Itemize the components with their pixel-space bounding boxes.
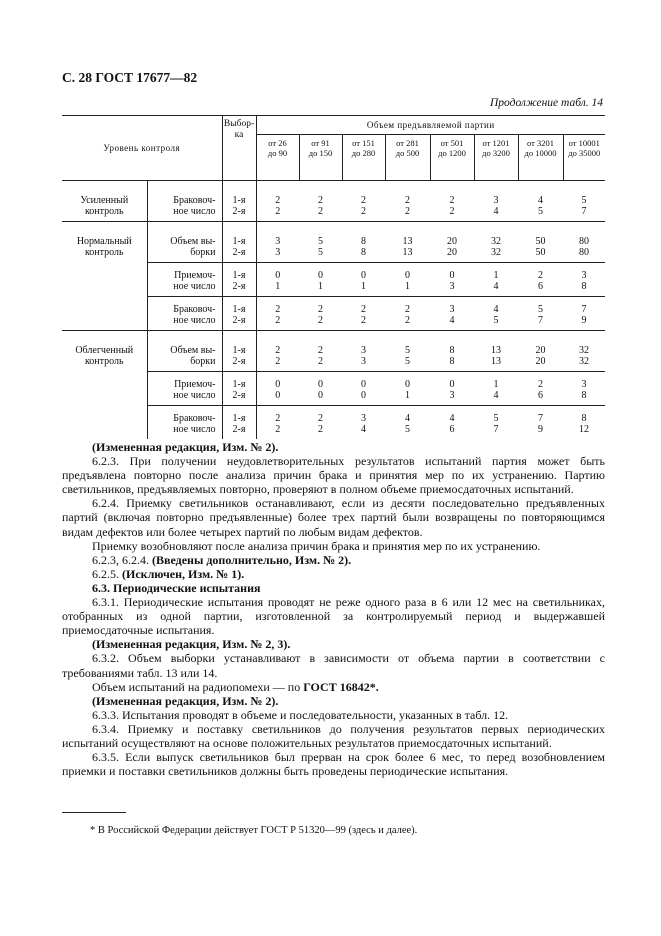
header-range-6 [474, 135, 518, 181]
value-text: 3 8 [581, 270, 587, 292]
sample-stage-cell [222, 331, 256, 372]
amendment-note-2: (Измененная редакция, Изм. № 2, 3). [92, 637, 291, 652]
radio-interference-paragraph [62, 680, 605, 694]
header-range-7 [518, 135, 563, 181]
value-text: 2 2 [318, 304, 324, 326]
clause-6-3-5: 6.3.5. Если выпуск светильников был прерван на срок более 6 мес, то перед возобновлением приемки и поставки светильников должны быть проведены периодические испытания. [62, 750, 605, 779]
value-text: 0 1 [405, 270, 411, 292]
clause-6-2-4: 6.2.4. Приемку светильников останавливают, если из десяти последовательно предъявленных партий (включая повторно предъявленные) более трех партий были возвращены по повторяющимся видам дефектов или более четырех партий по любым видам дефектов. [62, 496, 605, 539]
value-text: 0 0 [318, 379, 324, 401]
value-text: 7 9 [581, 304, 587, 326]
sample-stage-cell [222, 222, 256, 263]
clause-6-2-5-note: (Исключен, Изм. № 1). [122, 566, 245, 581]
sample-stage-cell [222, 406, 256, 440]
value-cell [563, 406, 605, 440]
value-text: 0 1 [275, 270, 281, 292]
value-text: 4 5 [405, 413, 411, 435]
introduced-clause-numbers: 6.2.3, 6.2.4. [92, 552, 149, 567]
criterion-label: Приемоч- ное число [173, 270, 216, 292]
criterion-label: Объем вы- борки [170, 345, 216, 367]
criterion-label: Браковоч- ное число [173, 195, 216, 217]
value-text: 2 2 [275, 345, 281, 367]
clause-6-3-4: 6.3.4. Приемку и поставку светильников до получения результатов первых периодических испытаний осуществляют на основе положительных результатов приемосдаточных испытаний. [62, 721, 605, 750]
value-text: 3 8 [581, 379, 587, 401]
value-cell [474, 263, 518, 297]
value-text: 13 13 [402, 236, 413, 258]
control-level-cell [62, 222, 147, 331]
header-range-text: от 281 до 500 [395, 138, 420, 158]
table-continuation-label: Продолжение табл. 14 [490, 97, 603, 109]
value-cell [342, 297, 385, 331]
value-cell [474, 181, 518, 222]
value-cell [256, 181, 299, 222]
sample-stage-label: 1-я 2-я [232, 195, 246, 217]
value-cell [342, 263, 385, 297]
sample-stage-label: 1-я 2-я [232, 345, 246, 367]
acceptance-table [62, 115, 605, 439]
value-text: 4 5 [538, 195, 544, 217]
criterion-label: Приемоч- ное число [173, 379, 216, 401]
resumption-paragraph: Приемку возобновляют после анализа причин брака и принятия мер по их устранению. [92, 538, 541, 553]
value-cell [430, 331, 474, 372]
criterion-cell [147, 297, 222, 331]
value-cell [385, 331, 430, 372]
value-cell [385, 297, 430, 331]
header-range-text: от 1201 до 3200 [482, 138, 510, 158]
value-cell [385, 406, 430, 440]
value-text: 1 4 [493, 270, 499, 292]
criterion-cell [147, 331, 222, 372]
value-cell [342, 222, 385, 263]
value-cell [299, 297, 342, 331]
value-text: 2 2 [361, 304, 367, 326]
value-cell [385, 263, 430, 297]
criterion-label: Объем вы- борки [170, 236, 216, 258]
clause-6-3-1: 6.3.1. Периодические испытания проводят не реже одного раза в 6 или 12 мес на светильниках, отобранных из одной партии, изготовленной за контролируемый период и выдержавшей приемосдаточные испытания. [62, 595, 605, 638]
criterion-cell [147, 406, 222, 440]
value-cell [563, 181, 605, 222]
value-cell [430, 181, 474, 222]
control-level-cell [62, 331, 147, 440]
value-cell [299, 331, 342, 372]
value-text: 3 4 [449, 304, 455, 326]
value-text: 2 6 [538, 379, 544, 401]
sample-stage-cell [222, 263, 256, 297]
value-cell [474, 297, 518, 331]
clause-6-2-5-number: 6.2.5. [92, 566, 119, 581]
value-text: 2 2 [318, 345, 324, 367]
value-text: 2 2 [318, 195, 324, 217]
sample-stage-label: 1-я 2-я [232, 304, 246, 326]
value-text: 8 8 [361, 236, 367, 258]
header-range-5 [430, 135, 474, 181]
value-text: 20 20 [535, 345, 546, 367]
value-cell [385, 181, 430, 222]
sample-stage-label: 1-я 2-я [232, 413, 246, 435]
value-cell [518, 372, 563, 406]
value-text: 0 0 [361, 379, 367, 401]
header-range-2 [299, 135, 342, 181]
value-text: 7 9 [538, 413, 544, 435]
value-text: 4 5 [493, 304, 499, 326]
header-range-text: от 91 до 150 [308, 138, 333, 158]
value-cell [430, 263, 474, 297]
value-cell [256, 222, 299, 263]
table-row [62, 222, 605, 263]
table-row [62, 331, 605, 372]
criterion-cell [147, 372, 222, 406]
value-cell [342, 372, 385, 406]
value-cell [474, 222, 518, 263]
footnote: * В Российской Федерации действует ГОСТ Р 51320—99 (здесь и далее). [90, 825, 418, 836]
value-cell [256, 406, 299, 440]
introduced-paragraph [62, 553, 605, 567]
sample-stage-label: 1-я 2-я [232, 236, 246, 258]
amendment-note-3: (Измененная редакция, Изм. № 2). [92, 693, 279, 708]
value-text: 2 2 [275, 195, 281, 217]
control-level-label: Облегченный контроль [75, 345, 134, 367]
value-text: 5 5 [318, 236, 324, 258]
value-text: 3 4 [493, 195, 499, 217]
page-reference: С. 28 ГОСТ 17677—82 [62, 70, 198, 85]
sample-stage-cell [222, 181, 256, 222]
value-cell [518, 406, 563, 440]
introduced-note: (Введены дополнительно, Изм. № 2). [152, 552, 352, 567]
value-text: 5 7 [493, 413, 499, 435]
value-cell [299, 181, 342, 222]
sample-stage-label: 1-я 2-я [232, 270, 246, 292]
value-text: 8 8 [449, 345, 455, 367]
clause-6-3-3: 6.3.3. Испытания проводят в объеме и последовательности, указанных в табл. 12. [92, 707, 509, 722]
value-cell [299, 372, 342, 406]
value-text: 0 1 [405, 379, 411, 401]
control-level-label: Нормальный контроль [76, 236, 132, 258]
value-text: 2 2 [275, 304, 281, 326]
value-text: 5 5 [405, 345, 411, 367]
value-cell [518, 297, 563, 331]
header-range-text: от 10001 до 35000 [568, 138, 601, 158]
body-text [62, 440, 605, 778]
clause-6-3-2: 6.3.2. Объем выборки устанавливают в зависимости от объема партии в соответствии с требованиями табл. 13 или 14. [62, 651, 605, 680]
value-cell [299, 406, 342, 440]
value-cell [299, 222, 342, 263]
value-text: 2 2 [275, 413, 281, 435]
value-cell [256, 297, 299, 331]
criterion-label: Браковоч- ное число [173, 304, 216, 326]
criterion-cell [147, 263, 222, 297]
header-range-text: от 26 до 90 [267, 138, 288, 158]
clause-6-2-3: 6.2.3. При получении неудовлетворительных результатов испытаний партия может быть предъявлена повторно после анализа причин брака и принятия мер по их устранению. Партию светильников, предъявляемых повторно, проверяют в полном объеме приемосдаточных испытаний. [62, 454, 605, 497]
value-cell [342, 331, 385, 372]
header-control-level: Уровень контроля [62, 116, 222, 181]
header-range-3 [342, 135, 385, 181]
value-cell [256, 372, 299, 406]
value-cell [518, 181, 563, 222]
value-text: 2 2 [361, 195, 367, 217]
amendment-note: (Измененная редакция, Изм. № 2). [92, 440, 279, 454]
value-text: 13 13 [491, 345, 502, 367]
header-lot-volume: Объем предъявляемой партии [256, 116, 605, 135]
value-text: 4 6 [449, 413, 455, 435]
value-text: 5 7 [581, 195, 587, 217]
sample-stage-cell [222, 372, 256, 406]
value-cell [474, 372, 518, 406]
value-text: 32 32 [579, 345, 590, 367]
clause-6-2-5 [62, 567, 605, 581]
value-cell [563, 372, 605, 406]
value-cell [563, 331, 605, 372]
gost-reference: ГОСТ 16842*. [303, 679, 379, 694]
value-text: 1 4 [493, 379, 499, 401]
value-text: 2 2 [405, 195, 411, 217]
value-text: 3 3 [275, 236, 281, 258]
header-range-text: от 501 до 1200 [438, 138, 466, 158]
header-range-text: от 151 до 280 [351, 138, 376, 158]
value-cell [299, 263, 342, 297]
header-range-1 [256, 135, 299, 181]
header-sample [222, 116, 256, 181]
header-range-text: от 3201 до 10000 [524, 138, 557, 158]
value-cell [518, 331, 563, 372]
sample-stage-cell [222, 297, 256, 331]
header-range-4 [385, 135, 430, 181]
value-cell [256, 263, 299, 297]
value-text: 8 12 [579, 413, 590, 435]
value-cell [385, 222, 430, 263]
value-text: 3 3 [361, 345, 367, 367]
control-level-label: Усиленный контроль [80, 195, 129, 217]
footnote-divider [62, 812, 126, 813]
value-text: 0 3 [449, 379, 455, 401]
radio-interference-text: Объем испытаний на радиопомехи — по [92, 679, 301, 694]
header-sample-text: Выбор- ка [223, 119, 255, 140]
value-text: 5 7 [538, 304, 544, 326]
criterion-cell [147, 181, 222, 222]
section-heading-6-3: 6.3. Периодические испытания [92, 580, 261, 595]
value-cell [385, 372, 430, 406]
value-text: 3 4 [361, 413, 367, 435]
value-cell [563, 263, 605, 297]
value-cell [518, 263, 563, 297]
value-text: 2 6 [538, 270, 544, 292]
value-text: 0 1 [361, 270, 367, 292]
table-row [62, 181, 605, 222]
value-cell [474, 331, 518, 372]
value-cell [342, 406, 385, 440]
control-level-cell [62, 181, 147, 222]
value-text: 2 2 [318, 413, 324, 435]
header-range-8 [563, 135, 605, 181]
value-text: 2 2 [449, 195, 455, 217]
value-text: 20 20 [447, 236, 458, 258]
value-cell [563, 222, 605, 263]
value-cell [256, 331, 299, 372]
value-cell [430, 297, 474, 331]
value-text: 80 80 [579, 236, 590, 258]
value-text: 0 3 [449, 270, 455, 292]
value-cell [342, 181, 385, 222]
criterion-label: Браковоч- ное число [173, 413, 216, 435]
value-text: 0 1 [318, 270, 324, 292]
value-text: 2 2 [405, 304, 411, 326]
value-text: 50 50 [535, 236, 546, 258]
value-cell [474, 406, 518, 440]
value-cell [430, 406, 474, 440]
sample-stage-label: 1-я 2-я [232, 379, 246, 401]
value-cell [430, 222, 474, 263]
criterion-cell [147, 222, 222, 263]
value-cell [518, 222, 563, 263]
value-cell [563, 297, 605, 331]
value-text: 0 0 [275, 379, 281, 401]
value-text: 32 32 [491, 236, 502, 258]
value-cell [430, 372, 474, 406]
